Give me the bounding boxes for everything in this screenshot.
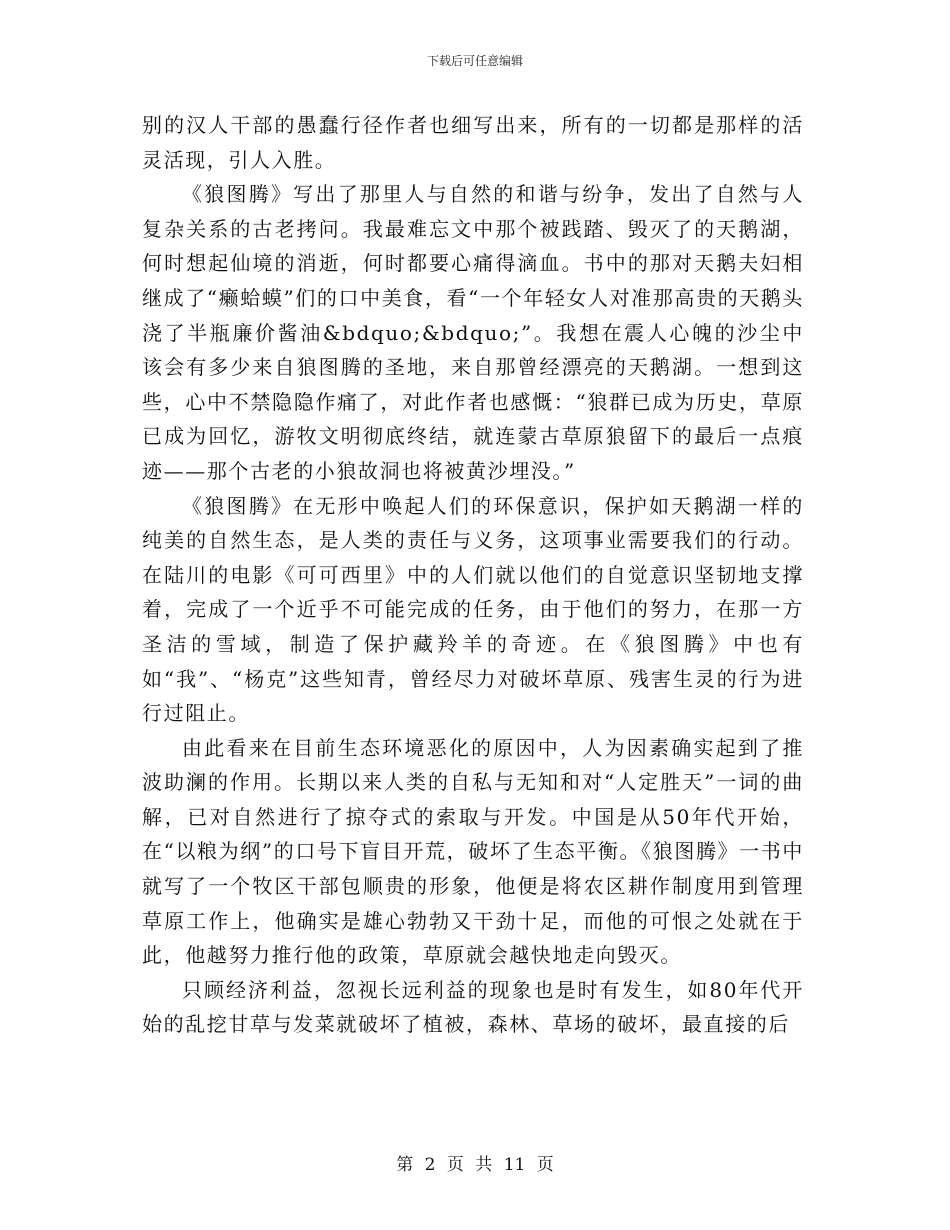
paragraph-2: 《狼图腾》写出了那里人与自然的和谐与纷争，发出了自然与人复杂关系的古老拷问。我最难忘文中那个被践踏、毁灭了的天鹅湖，何时想起仙境的消逝，何时都要心痛得滴血。书中的那对天鹅夫妇相继成了“癞蛤蟆”们的口中美食，看“一个年轻女人对准那高贵的天鹅头浇了半瓶廉价酱油&bdquo;&bdquo;”。我想在震人心魄的沙尘中该会有多少来自狼图腾的圣地，来自那曾经漂亮的天鹅湖。一想到这些，心中不禁隐隐作痛了，对此作者也感慨：“狼群已成为历史，草原已成为回忆，游牧文明彻底终结，就连蒙古草原狼留下的最后一点痕迹——那个古老的小狼故洞也将被黄沙埋没。” <box>142 182 804 483</box>
page-header: 下载后可任意编辑 <box>426 54 523 68</box>
document-body <box>142 108 804 1042</box>
paragraph-1: 别的汉人干部的愚蠢行径作者也细写出来，所有的一切都是那样的活灵活现，引人入胜。 <box>142 113 804 172</box>
paragraph-4: 由此看来在目前生态环境恶化的原因中，人为因素确实起到了推波助澜的作用。长期以来人类的自私与无知和对“人定胜天”一词的曲解，已对自然进行了掠夺式的索取与开发。中国是从50年代开始，在“以粮为纲”的口号下盲目开荒，破坏了生态平衡。《狼图腾》一书中就写了一个牧区干部包顺贵的形象，他便是将农区耕作制度用到管理草原工作上，他确实是雄心勃勃又干劲十足，而他的可恨之处就在于此，他越努力推行他的政策，草原就会越快地走向毁灭。 <box>142 735 804 968</box>
paragraph-5: 只顾经济利益，忽视长远利益的现象也是时有发生，如80年代开始的乱挖甘草与发菜就破坏了植被，森林、草场的破坏，最直接的后 <box>142 977 804 1037</box>
paragraph-3: 《狼图腾》在无形中唤起人们的环保意识，保护如天鹅湖一样的纯美的自然生态，是人类的责任与义务，这项事业需要我们的行动。在陆川的电影《可可西里》中的人们就以他们的自觉意识坚韧地支撑着，完成了一个近乎不可能完成的任务，由于他们的努力，在那一方圣洁的雪域，制造了保护藏羚羊的奇迹。在《狼图腾》中也有如“我”、“杨克”这些知青，曾经尽力对破坏草原、残害生灵的行为进行过阻止。 <box>142 493 804 726</box>
page-number-footer: 第 2 页 共 11 页 <box>396 1155 554 1175</box>
